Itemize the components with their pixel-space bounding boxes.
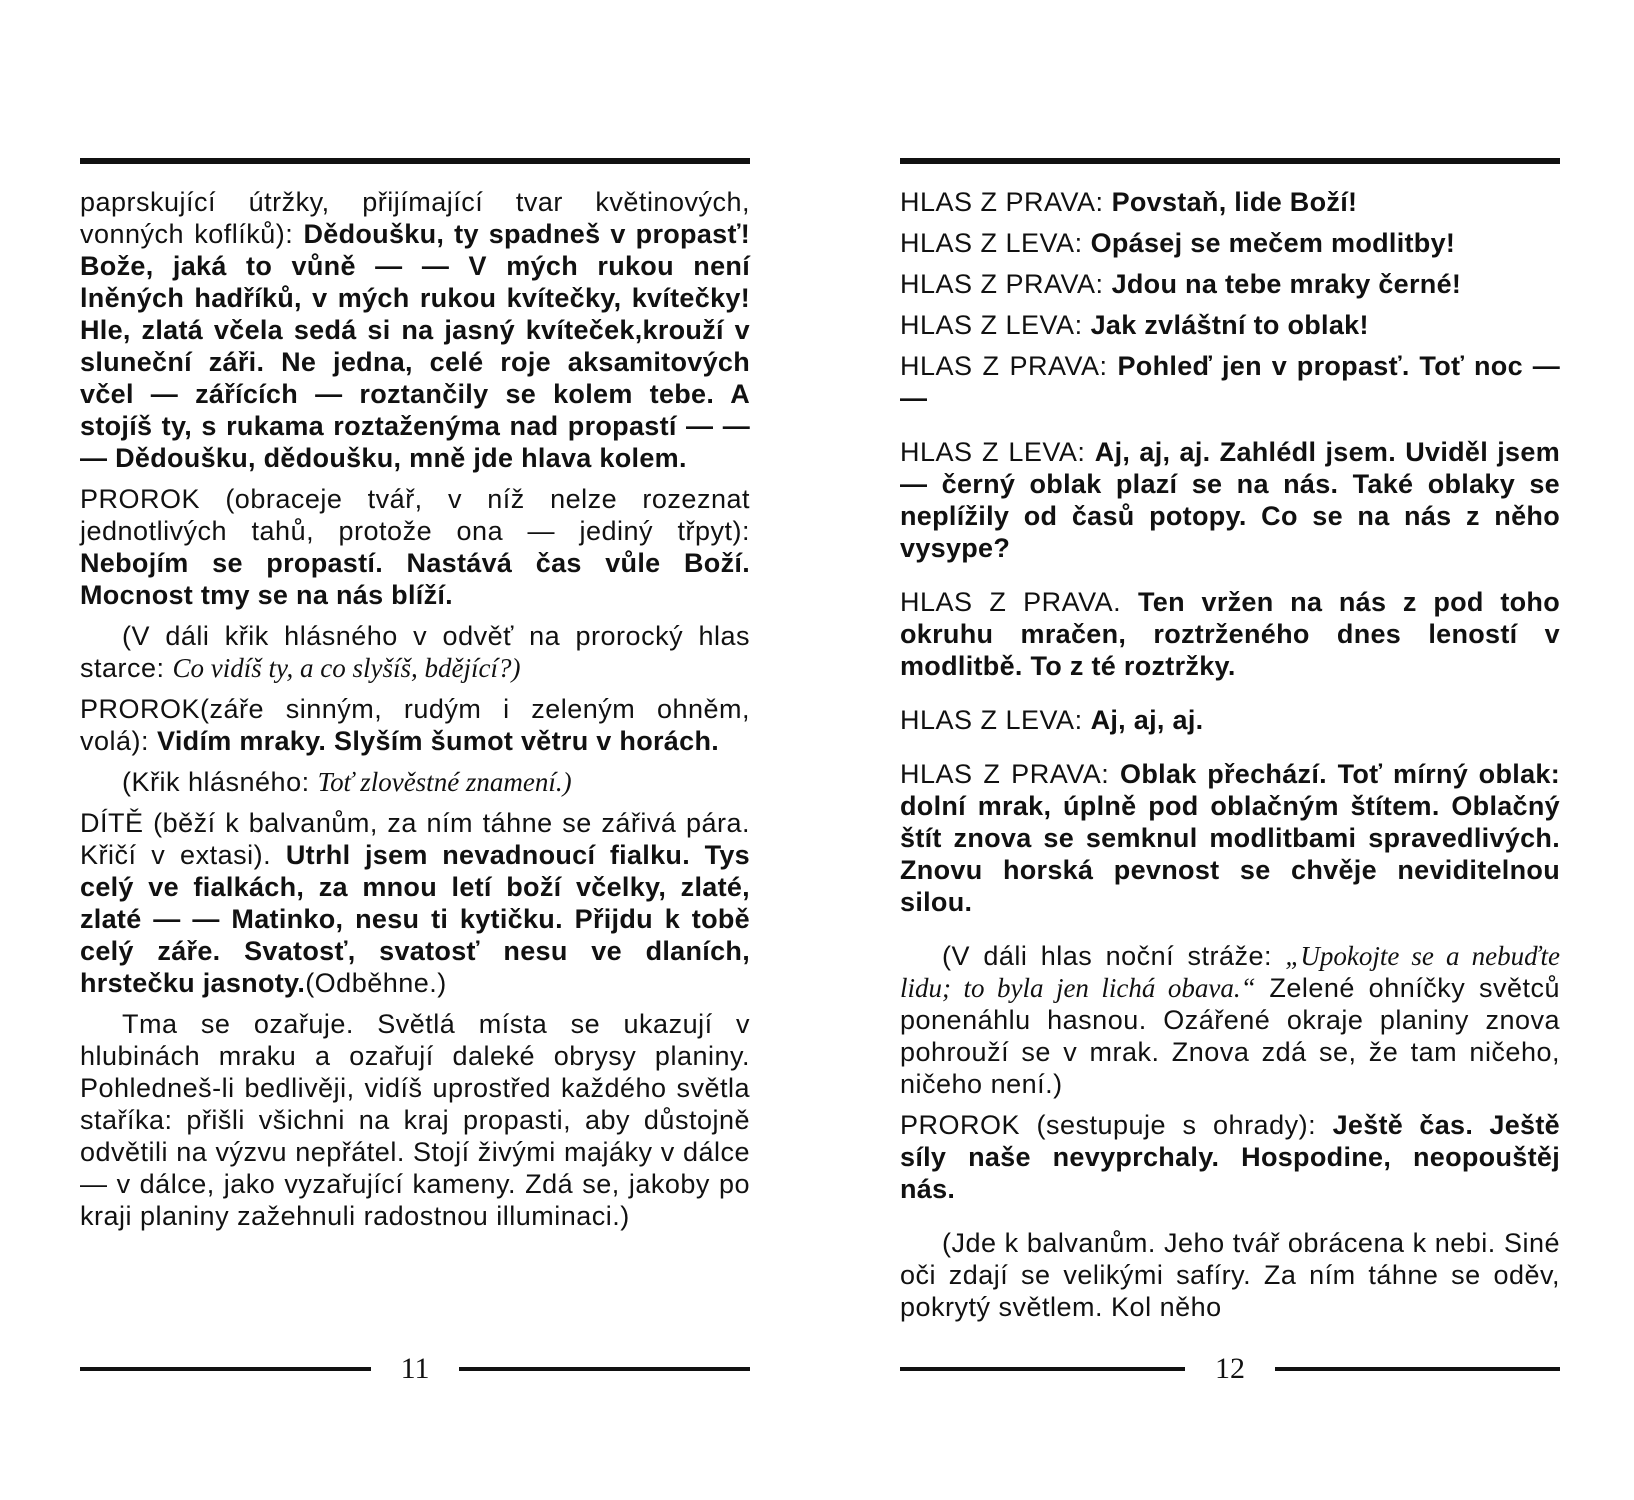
paragraph [900, 1109, 1560, 1205]
emphasized-text: Vidím mraky. Slyším šumot větru v horách. [157, 726, 720, 756]
regular-text: HLAS Z LEVA: [900, 310, 1091, 340]
paragraph [900, 436, 1560, 564]
regular-text: PROROK (sestupuje s ohrady): [900, 1110, 1333, 1140]
emphasized-text: Oblak přechází. Toť mírný oblak: dolní mrak, úplně pod oblačným štítem. Oblačný štít znova se semknul modlitbami spravedlivých. Znovu horská pevnost se chvěje neviditelnou silou. [900, 759, 1560, 917]
emphasized-text: Pohleď jen v propasť. Toť noc — — [900, 351, 1560, 413]
paragraph [80, 620, 750, 684]
regular-text: HLAS Z PRAVA: [900, 759, 1121, 789]
regular-text: HLAS Z LEVA: [900, 228, 1091, 258]
emphasized-text: Jdou na tebe mraky černé! [1111, 269, 1462, 299]
paragraph [900, 1227, 1560, 1323]
regular-text: (Jde k balvanům. Jeho tvář obrácena k nebi. Siné oči zdají se velikými safíry. Za ním táhne se oděv, pokrytý světlem. Kol něho [900, 1228, 1560, 1322]
regular-text: HLAS Z PRAVA: [900, 187, 1112, 217]
paragraph [900, 227, 1560, 259]
regular-text: DÍTĚ (běží k balvanům, za ním táhne se zářivá pára. Křičí v extasi). [80, 808, 750, 870]
left-page [80, 158, 750, 1241]
regular-text: (Odběhne.) [305, 968, 447, 998]
paragraph [900, 350, 1560, 414]
right-page-footer [900, 1352, 1560, 1386]
footer-rule [80, 1367, 371, 1371]
top-rule [80, 158, 750, 164]
page-number: 12 [1215, 1352, 1245, 1385]
emphasized-text: Dědoušku, ty spadneš v propasť! Bože, jaká to vůně — — V mých rukou není lněných hadříků, v mých rukou kvítečky, kvítečky! Hle, zlatá včela sedá si na jasný kvíteček,krouží v sluneční záři. Ne jedna, celé roje aksamitových včel — zářících — roztančily se kolem tebe. A stojíš ty, s rukama roztaženýma nad propastí — — — Dědoušku, dědoušku, mně jde hlava kolem. [80, 219, 750, 473]
paragraph [900, 586, 1560, 682]
paragraph [900, 309, 1560, 341]
paragraph [80, 483, 750, 611]
regular-text: (Křik hlásného: [122, 767, 318, 797]
italic-text: Co vidíš ty, a co slyšíš, bdějící?) [172, 653, 521, 683]
regular-text: Tma se ozařuje. Světlá místa se ukazují v hlubinách mraku a ozařují daleké obrysy planiny. Pohledneš-li bedlivěji, vidíš uprostřed každého světla staříka: přišli všichni na kraj propasti, aby důstojně odvětili na výzvu nepřátel. Stojí živými majáky v dálce — v dálce, jako vyzařující kameny. Zdá se, jakoby po kraji planiny zažehnuli radostnou illuminaci.) [80, 1009, 750, 1231]
right-page [900, 158, 1560, 1332]
paragraph [80, 1008, 750, 1232]
paragraph [80, 766, 750, 798]
left-page-footer [80, 1352, 750, 1386]
italic-text: „Upokojte se a nebuďte lidu; to byla jen lichá obava.“ [900, 941, 1560, 1003]
emphasized-text: Ten vržen na nás z pod toho okruhu mračen, roztrženého dnes leností v modlitbě. To z té roztržky. [900, 587, 1560, 681]
page-number: 11 [400, 1352, 430, 1385]
footer-rule [900, 1367, 1185, 1371]
regular-text: HLAS Z PRAVA: [900, 269, 1112, 299]
footer-rule [1275, 1367, 1560, 1371]
emphasized-text: Aj, aj, aj. Zahlédl jsem. Uviděl jsem — černý oblak plazí se na nás. Také oblaky se neplížily od časů potopy. Co se na nás z něho vysype? [900, 437, 1560, 563]
regular-text: Zelené ohníčky světců ponenáhlu hasnou. Ozářené okraje planiny znova pohrouží se v mrak. Znova zdá se, že tam ničeho, ničeho není.) [900, 973, 1560, 1099]
paragraph [900, 704, 1560, 736]
right-text-body [900, 186, 1560, 1323]
emphasized-text: Nebojím se propastí. Nastává čas vůle Boží. Mocnost tmy se na nás blíží. [80, 548, 750, 610]
regular-text: HLAS Z PRAVA: [900, 351, 1118, 381]
regular-text: (V dáli hlas noční stráže: [942, 941, 1286, 971]
italic-text: Toť zlověstné znamení.) [317, 767, 572, 797]
regular-text: HLAS Z PRAVA. [900, 587, 1138, 617]
paragraph [900, 758, 1560, 918]
emphasized-text: Ještě čas. Ještě síly naše nevyprchaly. Hospodine, neopouštěj nás. [900, 1110, 1560, 1204]
regular-text: HLAS Z LEVA: [900, 437, 1095, 467]
emphasized-text: Povstaň, lide Boží! [1111, 187, 1358, 217]
emphasized-text: Aj, aj, aj. [1090, 705, 1204, 735]
paragraph [80, 186, 750, 474]
emphasized-text: Opásej se mečem modlitby! [1090, 228, 1456, 258]
paragraph [900, 186, 1560, 218]
regular-text: PROROK(záře sinným, rudým i zeleným ohněm, volá): [80, 694, 750, 756]
footer-rule [459, 1367, 750, 1371]
paragraph [900, 940, 1560, 1100]
left-text-body [80, 186, 750, 1232]
regular-text: HLAS Z LEVA: [900, 705, 1091, 735]
paragraph [80, 807, 750, 999]
paragraph [80, 693, 750, 757]
top-rule [900, 158, 1560, 164]
emphasized-text: Utrhl jsem nevadnoucí fialku. Tys celý ve fialkách, za mnou letí boží včelky, zlaté, zlaté — — Matinko, nesu ti kytičku. Přijdu k tobě celý záře. Svatosť, svatosť nesu ve dlaních, hrstečku jasnoty. [80, 840, 750, 998]
regular-text: PROROK (obraceje tvář, v níž nelze rozeznat jednotlivých tahů, protože ona — jediný třpyt): [80, 484, 750, 546]
emphasized-text: Jak zvláštní to oblak! [1090, 310, 1369, 340]
regular-text: (V dáli křik hlásného v odvěť na prorocký hlas starce: [80, 621, 750, 683]
paragraph [900, 268, 1560, 300]
regular-text: paprskující útržky, přijímající tvar květinových, vonných koflíků): [80, 187, 750, 249]
